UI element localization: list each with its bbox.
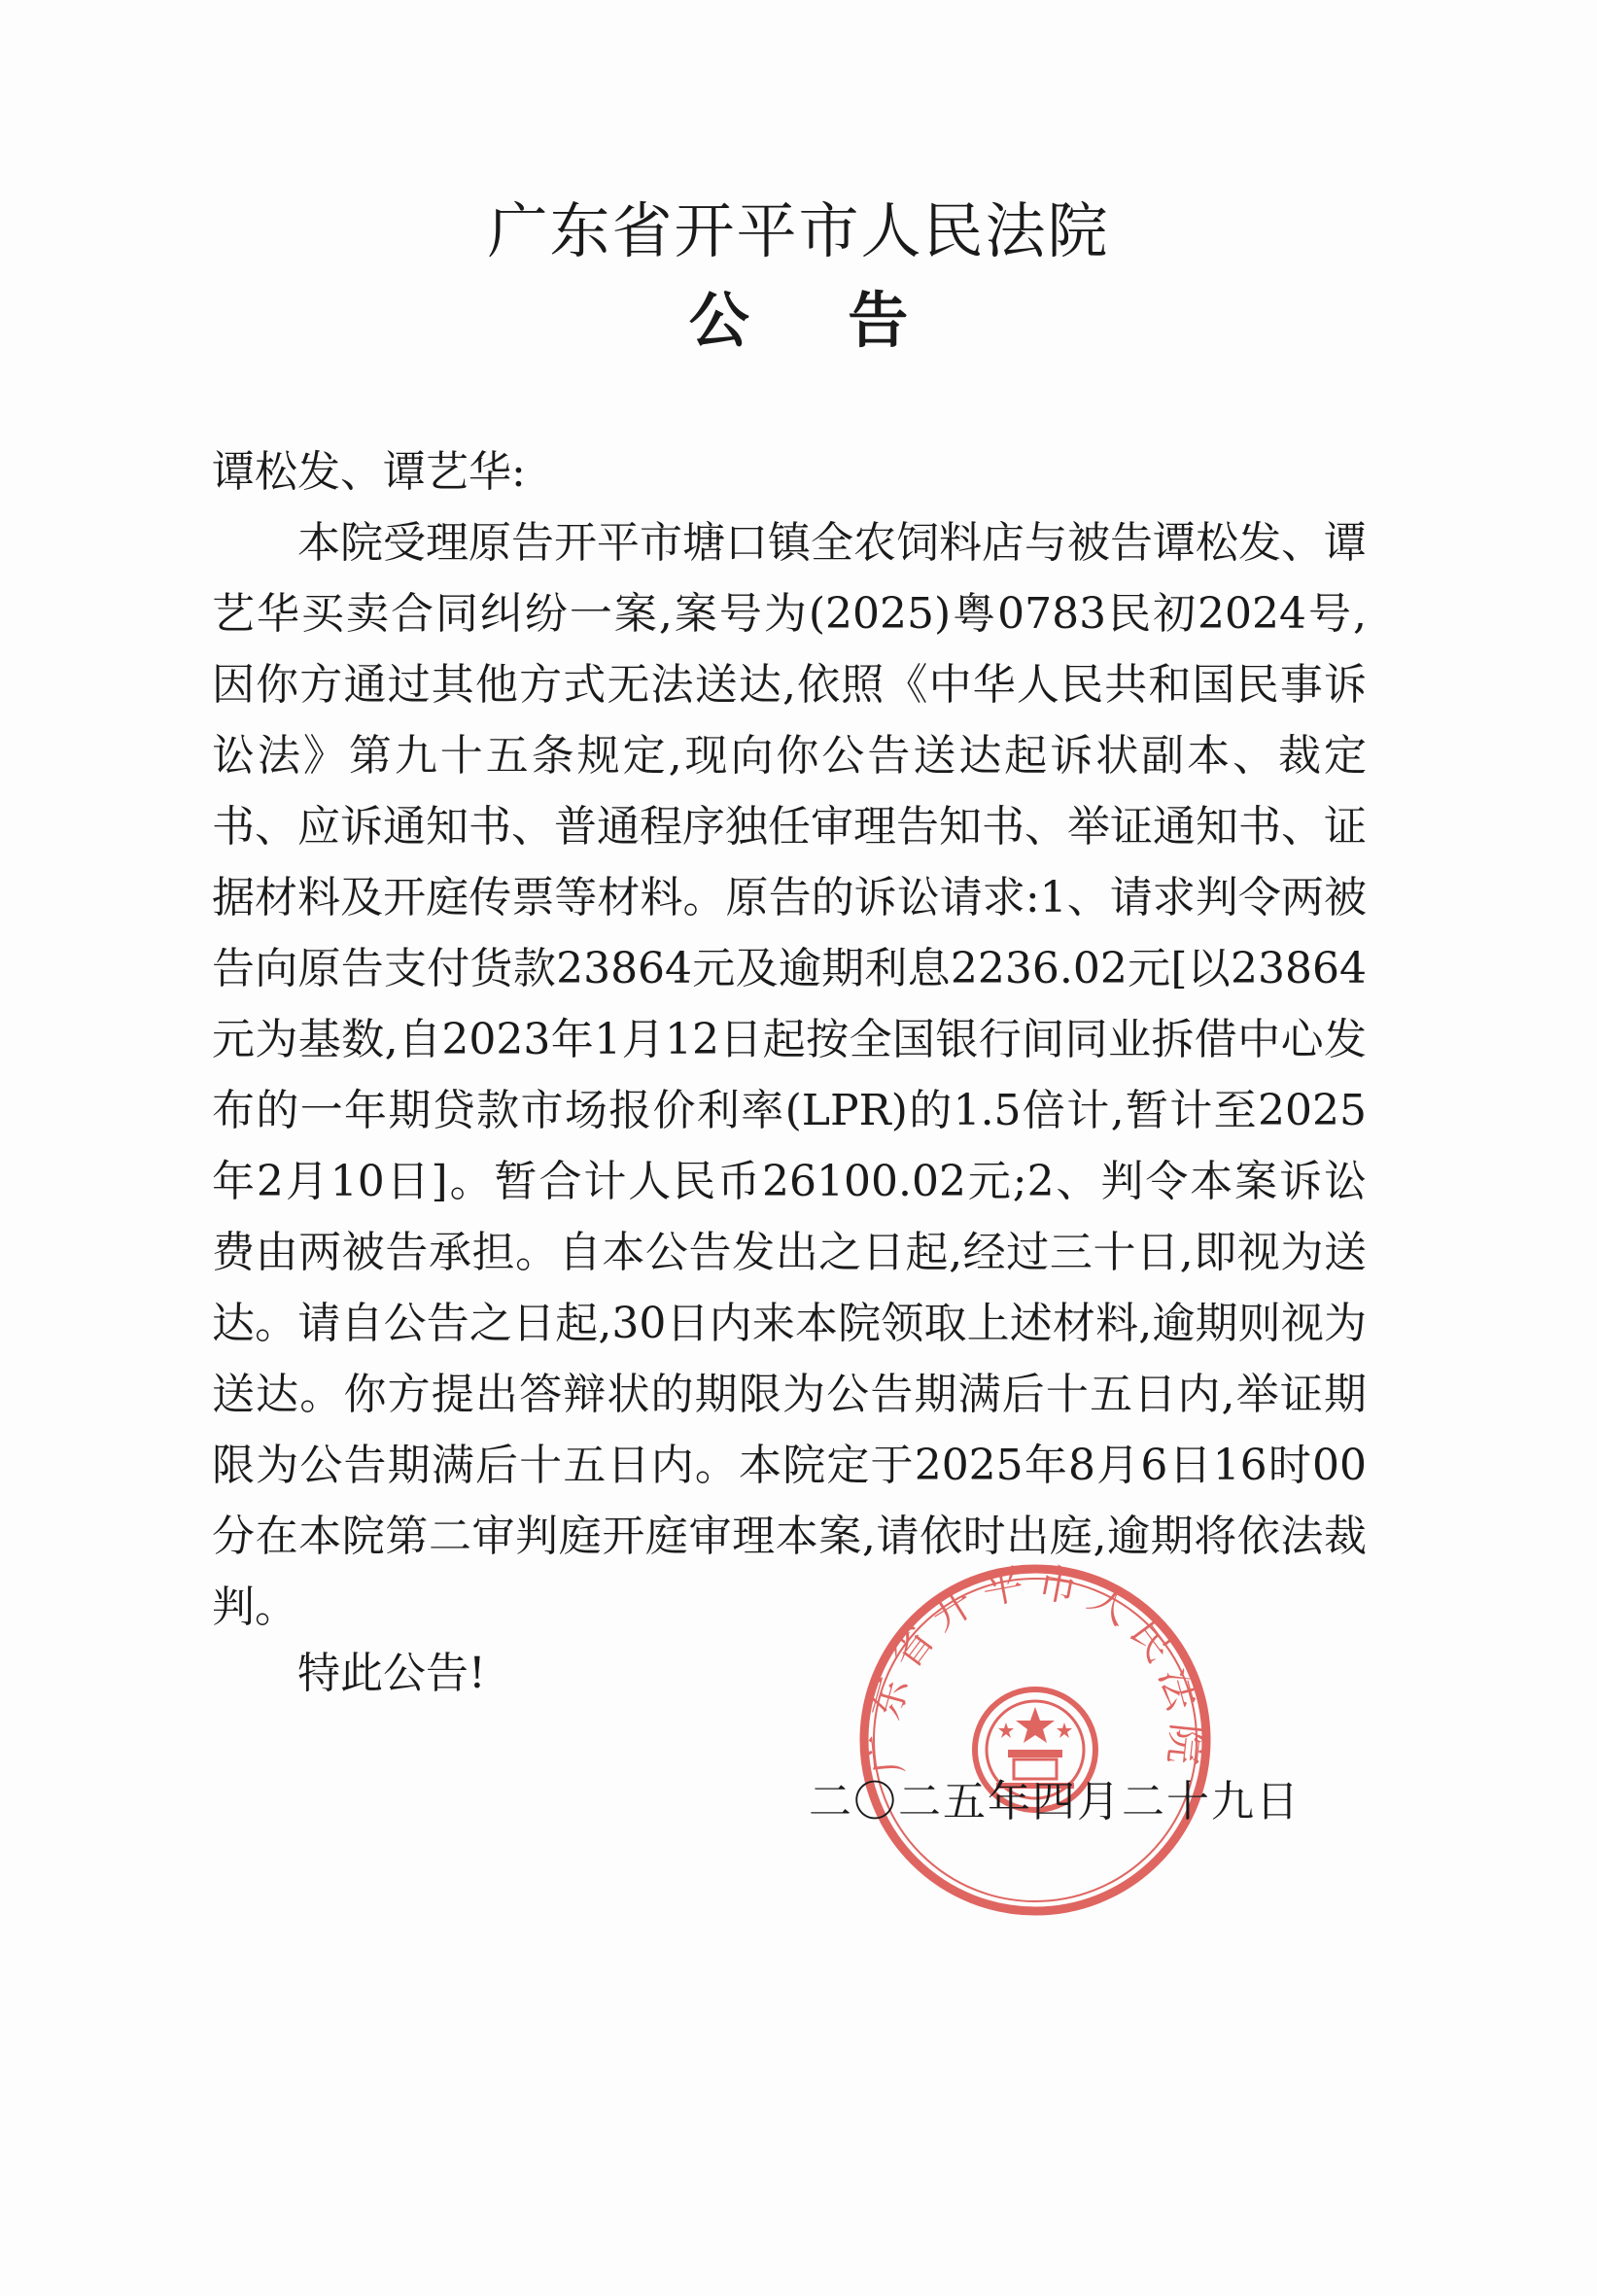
addressee-line: 谭松发、谭艺华: xyxy=(212,447,526,497)
court-seal-stamp xyxy=(851,1555,1220,1925)
document-type-heading: 公 告 xyxy=(688,285,948,356)
issue-date: 二〇二五年四月二十九日 xyxy=(809,1777,1301,1826)
closing-line: 特此公告! xyxy=(297,1649,486,1698)
court-name-heading: 广东省开平市人民法院 xyxy=(487,195,1110,266)
svg-text:广东省开平市人民法院: 广东省开平市人民法院 xyxy=(859,1557,1211,1777)
notice-body-paragraph: 本院受理原告开平市塘口镇全农饲料店与被告谭松发、谭艺华买卖合同纠纷一案,案号为(2025)粤0783民初2024号,因你方通过其他方式无法送达,依照《中华人民共和国民事诉讼法》第九十五条规定,现向你公告送达起诉状副本、裁定书、应诉通知书、普通程序独任审理告知书、举证通知书、证据材料及开庭传票等材料。原告的诉讼请求:1、请求判令两被告向原告支付货款23864元及逾期利息2236.02元[以23864元为基数,自2023年1月12日起按全国银行间同业拆借中心发布的一年期贷款市场报价利率(LPR)的1.5倍计,暂计至2025年2月10日]。暂合计人民币26100.02元;2、判令本案诉讼费由两被告承担。自本公告发出之日起,经过三十日,即视为送达。请自公告之日起,30日内来本院领取上述材料,逾期则视为送达。你方提出答辩状的期限为公告期满后十五日内,举证期限为公告期满后十五日内。本院定于2025年8月6日16时00分在本院第二审判庭开庭审理本案,请依时出庭,逾期将依法裁判。 xyxy=(212,518,1367,1632)
